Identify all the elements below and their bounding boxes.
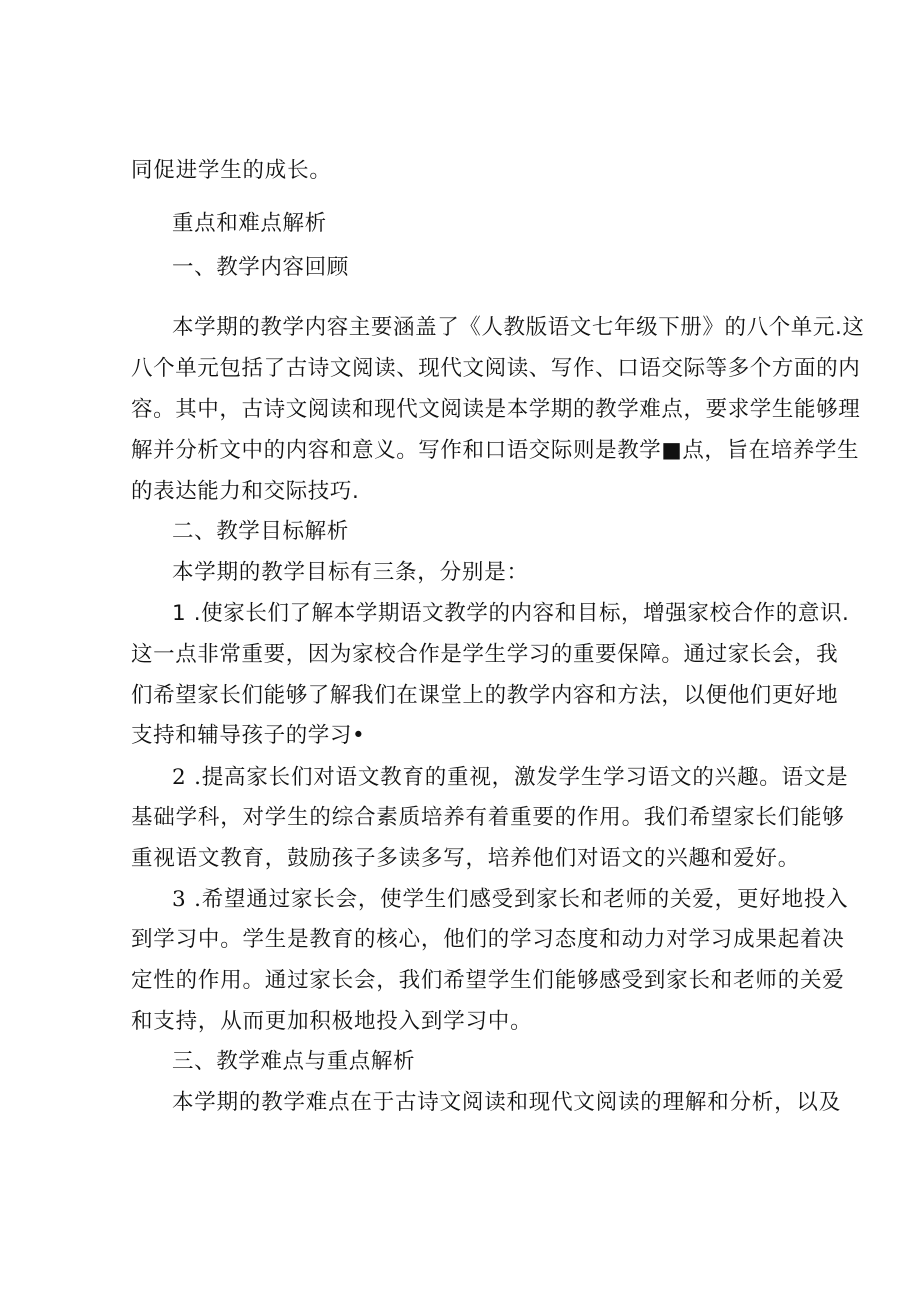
text-line-continuation: 同促进学生的成长。 [131,158,332,183]
paragraph-line: 的表达能力和交际技巧. [131,479,360,504]
list-item-1-line: 这一点非常重要，因为家校合作是学生学习的重要保障。通过家长会，我 [131,642,839,667]
list-item-1-line: 1 .使家长们了解本学期语文教学的内容和目标，增强家校合作的意识. [172,601,850,626]
section-heading-3: 三、教学难点与重点解析 [172,1049,416,1074]
section-heading-1: 一、教学内容回顾 [172,255,349,280]
section-title: 重点和难点解析 [172,211,327,236]
paragraph-line: 本学期的教学目标有三条，分别是： [172,560,529,585]
list-item-3-line: 3 .希望通过家长会，使学生们感受到家长和老师的关爱，更好地投入 [172,887,849,912]
list-item-3-line: 和支持，从而更加积极地投入到学习中。 [131,1009,533,1034]
list-item-2-line: 基础学科，对学生的综合素质培养有着重要的作用。我们希望家长们能够 [131,805,845,830]
list-item-2-line: 重视语文教育，鼓励孩子多读多写，培养他们对语文的兴趣和爱好。 [131,846,801,871]
list-item-3-line: 定性的作用。通过家长会，我们希望学生们能够感受到家长和老师的关爱 [131,968,845,993]
list-item-1-line: 们希望家长们能够了解我们在课堂上的教学内容和方法，以便他们更好地 [131,683,839,708]
list-item-3-line: 到学习中。学生是教育的核心，他们的学习态度和动力对学习成果起着决 [131,927,845,952]
paragraph-line: 解并分析文中的内容和意义。写作和口语交际则是教学■点，旨在培养学生 [131,438,860,463]
section-heading-2: 二、教学目标解析 [172,519,349,544]
paragraph-line: 八个单元包括了古诗文阅读、现代文阅读、写作、口语交际等多个方面的内 [131,356,861,381]
list-item-2-line: 2 .提高家长们对语文教育的重视，激发学生学习语文的兴趣。语文是 [172,765,849,790]
paragraph-line: 容。其中，古诗文阅读和现代文阅读是本学期的教学难点，要求学生能够理 [131,397,861,422]
paragraph-line: 本学期的教学内容主要涵盖了《人教版语文七年级下册》的八个单元.这 [172,315,865,340]
paragraph-line: 本学期的教学难点在于古诗文阅读和现代文阅读的理解和分析，以及 [172,1090,842,1115]
list-item-1-line: 支持和辅导孩子的学习• [131,723,366,748]
